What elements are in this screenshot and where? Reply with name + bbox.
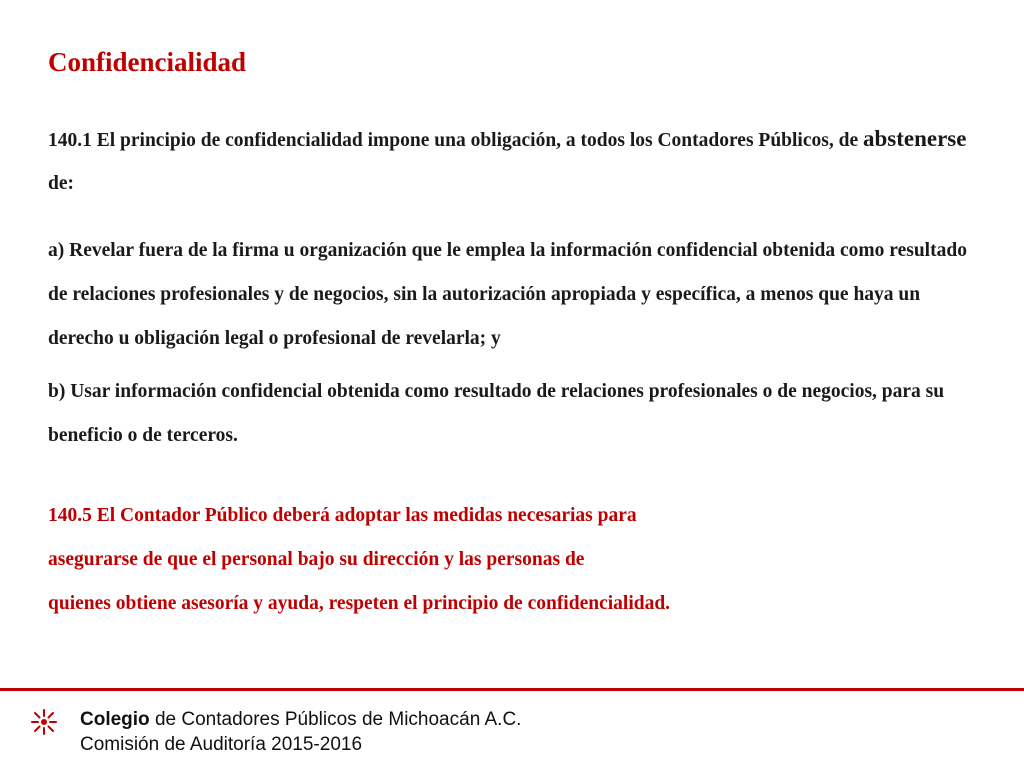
footer-organization-rest: de Contadores Públicos de Michoacán A.C. — [149, 709, 522, 730]
paragraph-140-5-line-1: 140.5 El Contador Público deberá adoptar las medidas necesarias para — [48, 505, 637, 526]
footer-committee: Comisión de Auditoría 2015-2016 — [80, 734, 363, 755]
colegio-logo-icon — [30, 708, 58, 736]
slide-title: Confidencialidad — [48, 47, 247, 77]
paragraph-140-5-line-2: asegurarse de que el personal bajo su dirección y las personas de — [48, 549, 585, 570]
paragraph-140-5-line-3: quienes obtiene asesoría y ayuda, respeten el principio de confidencialidad. — [48, 593, 671, 614]
footer-divider — [0, 688, 1024, 691]
paragraph-140-1-text: 140.1 El principio de confidencialidad impone una obligación, a todos los Contadores Públicos, de — [48, 130, 863, 151]
footer-organization — [80, 708, 521, 732]
item-b: b) Usar información confidencial obtenida como resultado de relaciones profesionales o de negocios, para su beneficio o de terceros. — [48, 381, 945, 446]
paragraph-140-1-emphasis: abstenerse — [862, 126, 967, 151]
item-a: a) Revelar fuera de la firma u organización que le emplea la información confidencial obtenida como resultado de relaciones profesionales y de negocios, sin la autorización apropiada y específica, a menos que haya un derecho u obligación legal o profesional de revelarla; y — [48, 240, 967, 349]
footer-organization-strong: Colegio — [80, 709, 150, 730]
paragraph-140-1-suffix: de: — [48, 173, 74, 194]
paragraph-140-5 — [48, 494, 988, 626]
footer — [30, 706, 730, 758]
paragraph-140-1 — [48, 117, 988, 205]
